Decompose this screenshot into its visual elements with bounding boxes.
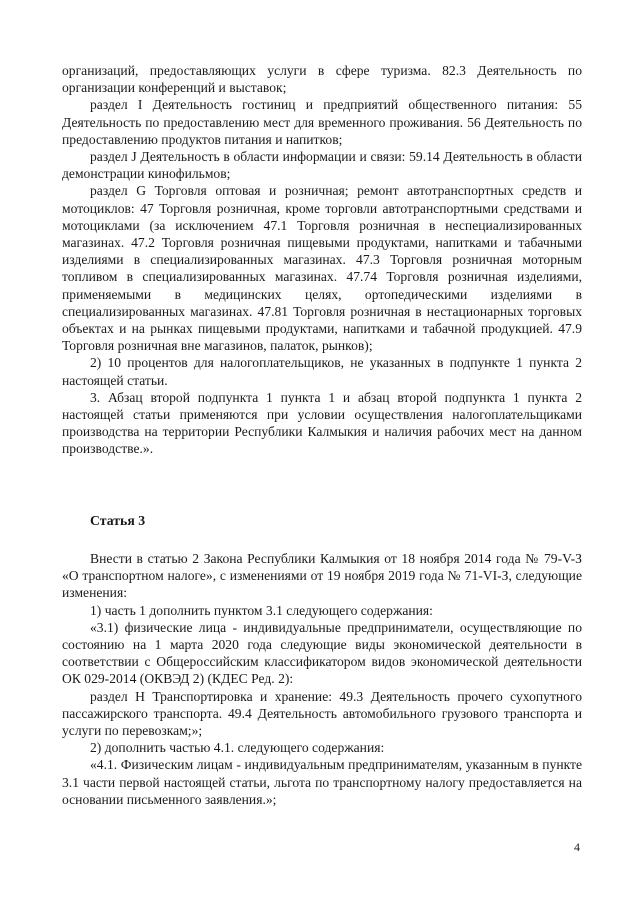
paragraph: организаций, предоставляющих услуги в сфере туризма. 82.3 Деятельность по организации конференций и выставок;: [62, 63, 582, 96]
paragraph: 1) часть 1 дополнить пунктом 3.1 следующего содержания:: [90, 602, 433, 618]
paragraph: «4.1. Физическим лицам - индивидуальным предпринимателям, указанным в пункте 3.1 части первой настоящей статьи, льгота по транспортному налогу предоставляется на основании письменного заявления.»;: [62, 757, 582, 807]
article-2-continuation: [62, 62, 582, 458]
paragraph: 2) дополнить частью 4.1. следующего содержания:: [90, 740, 385, 756]
paragraph: 3. Абзац второй подпункта 1 пункта 1 и абзац второй подпункта 1 пункта 2 настоящей статьи применяются при условии осуществления налогоплательщиками производства на территории Республики Калмыкия и наличия рабочих мест на данном производстве.».: [62, 389, 582, 457]
paragraph: раздел J Деятельность в области информации и связи: 59.14 Деятельность в области демонстрации кинофильмов;: [62, 149, 582, 182]
article-3-heading: Статья 3: [90, 513, 146, 528]
paragraph: Внести в статью 2 Закона Республики Калмыкия от 18 ноября 2014 года № 79-V-З «О транспортном налоге», с изменениями от 19 ноября 2019 года № 71-VI-З, следующие изменения:: [62, 551, 582, 601]
article-3-body: [62, 550, 582, 808]
paragraph: раздел H Транспортировка и хранение: 49.3 Деятельность прочего сухопутного пассажирского транспорта. 49.4 Деятельность автомобильного грузового транспорта и услуги по перевозкам;»;: [62, 688, 582, 739]
paragraph: 2) 10 процентов для налогоплательщиков, не указанных в подпункте 1 пункта 2 настоящей статьи.: [62, 355, 582, 388]
paragraph: «3.1) физические лица - индивидуальные предприниматели, осуществляющие по состоянию на 1 марта 2020 года следующие виды экономической деятельности в соответствии с Общероссийским классификатором видов экономической деятельности ОК 029-2014 (ОКВЭД 2) (КДЕС Ред. 2):: [62, 619, 582, 687]
paragraph: раздел G Торговля оптовая и розничная; ремонт автотранспортных средств и мотоциклов: 47 Торговля розничная, кроме торговли автотранспортными средствами и мотоциклами (за исключением 47.1 Торговля розничная в неспециализированных магазинах. 47.2 Торговля розничная пищевыми продуктами, напитками и табачными изделиями в специализированных магазинах. 47.3 Торговля розничная моторным топливом в специализированных магазинах. 47.74 Торговля розничная изделиями, применяемыми в медицинских целях, ортопедическими изделиями в специализированных магазинах. 47.81 Торговля розничная в нестационарных торговых объектах и на рынках пищевыми продуктами, напитками и табачной продукцией. 47.9 Торговля розничная вне магазинов, палаток, рынков);: [62, 183, 582, 354]
page-number: 4: [574, 840, 580, 854]
paragraph: раздел I Деятельность гостиниц и предприятий общественного питания: 55 Деятельность по предоставлению мест для временного проживания. 56 Деятельность по предоставлению продуктов питания и напитков;: [62, 97, 582, 147]
